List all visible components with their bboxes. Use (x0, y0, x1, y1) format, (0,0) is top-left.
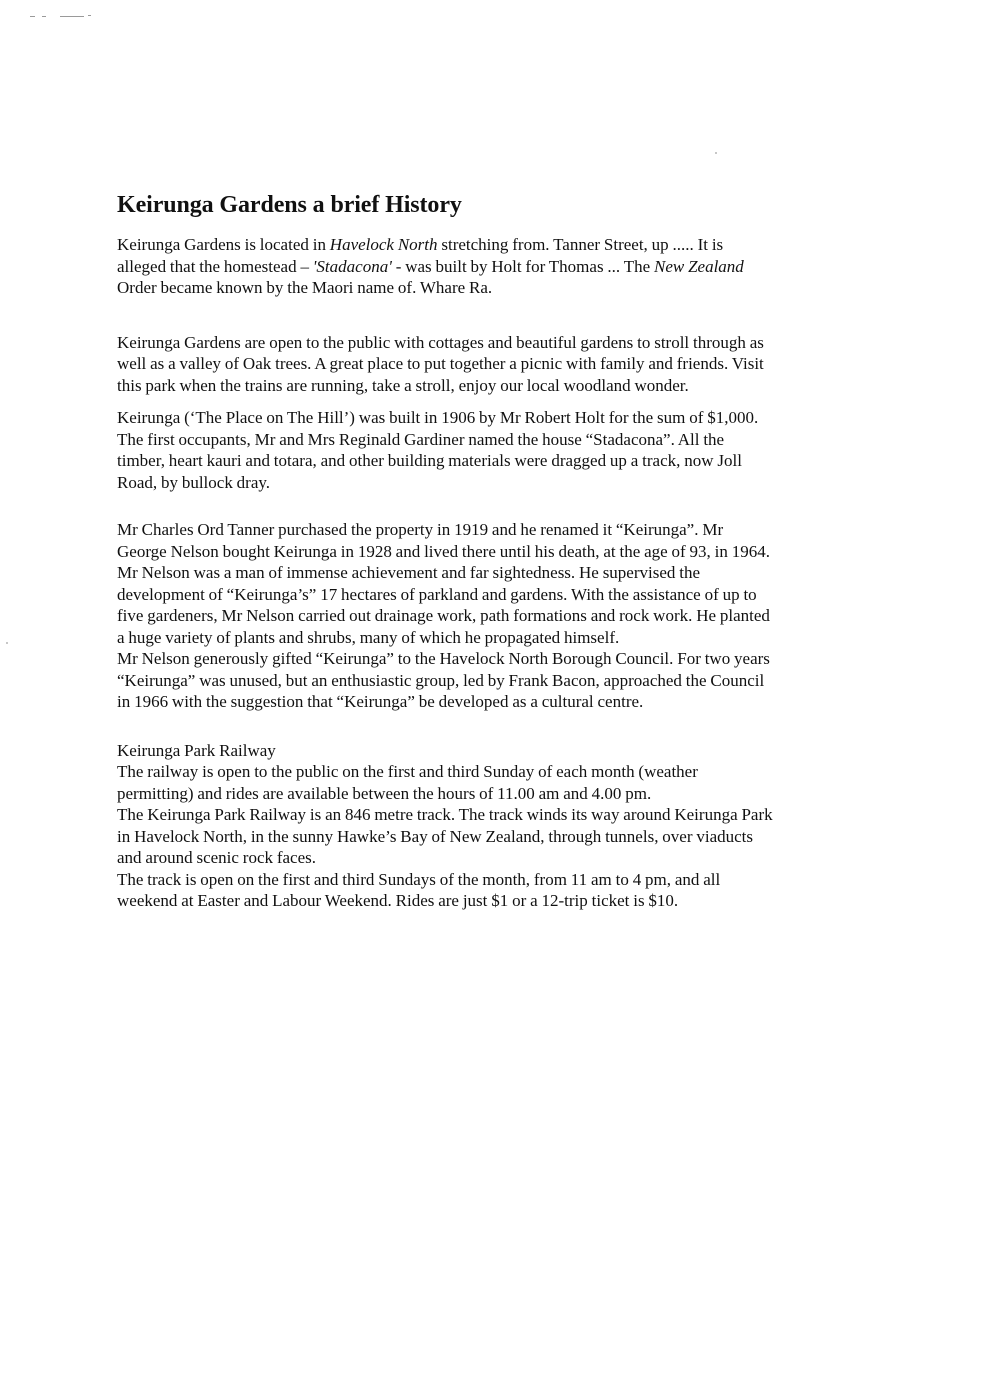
document-title: Keirunga Gardens a brief History (117, 192, 462, 218)
intro-text: stretching from. Tanner Street, up ..... It is (437, 235, 724, 254)
text-line: weekend at Easter and Labour Weekend. Rides are just $1 or a 12-trip ticket is $10. (117, 891, 679, 910)
text-line: George Nelson bought Keirunga in 1928 and lived there until his death, at the age of 93, in 1964. (117, 541, 770, 561)
text-line: five gardeners, Mr Nelson carried out drainage work, path formations and rock work. He planted (117, 606, 770, 625)
text-line: and around scenic rock faces. (117, 848, 316, 867)
text-line: The first occupants, Mr and Mrs Reginald Gardiner named the house “Stadacona”. All the (117, 429, 725, 449)
text-line: permitting) and rides are available between the hours of 11.00 am and 4.00 pm. (117, 783, 652, 803)
text-line: development of “Keirunga’s” 17 hectares of parkland and gardens. With the assistance of up to (117, 584, 757, 604)
document-page (117, 189, 897, 912)
text-line: The railway is open to the public on the first and third Sunday of each month (weather (117, 762, 698, 781)
text-line: The track is open on the first and third Sundays of the month, from 11 am to 4 pm, and all (117, 869, 721, 889)
scan-speck (6, 642, 8, 644)
open-paragraph (117, 332, 897, 397)
country-emphasis: New Zealand (654, 256, 744, 276)
intro-line-1 (117, 234, 897, 256)
text-line: Road, by bullock dray. (117, 472, 271, 492)
tanner-nelson-paragraph (117, 519, 897, 713)
text-line: Mr Nelson generously gifted “Keirunga” to the Havelock North Borough Council. For two years (117, 649, 770, 668)
text-line: timber, heart kauri and totara, and other building materials were dragged up a track, now Joll (117, 451, 742, 470)
scan-artifact-mark (30, 15, 92, 18)
homestead-name-emphasis: 'Stadacona' (312, 256, 392, 276)
text-line: Mr Nelson was a man of immense achievement and far sightedness. He supervised the (117, 563, 701, 582)
intro-text: Keirunga Gardens is located in (117, 235, 330, 254)
text-line: this park when the trains are running, take a stroll, enjoy our local woodland wonder. (117, 375, 689, 395)
text-line: Keirunga (‘The Place on The Hill’) was built in 1906 by Mr Robert Holt for the sum of $1,000. (117, 408, 759, 427)
text-line: Keirunga Gardens are open to the public with cottages and beautiful gardens to stroll through as (117, 332, 764, 352)
text-line: in 1966 with the suggestion that “Keirunga” be developed as a cultural centre. (117, 692, 644, 711)
text-line: Mr Charles Ord Tanner purchased the property in 1919 and he renamed it “Keirunga”. Mr (117, 520, 724, 539)
text-line: well as a valley of Oak trees. A great place to put together a picnic with family and friends. Visit (117, 354, 764, 373)
intro-line-2 (117, 256, 897, 278)
railway-heading: Keirunga Park Railway (117, 740, 276, 760)
intro-text: alleged that the homestead – (117, 256, 313, 276)
text-line: “Keirunga” was unused, but an enthusiastic group, led by Frank Bacon, approached the Council (117, 670, 765, 690)
scan-speck (715, 152, 717, 154)
place-name-emphasis: Havelock North (329, 235, 438, 254)
railway-paragraph (117, 740, 897, 912)
intro-paragraph (117, 234, 897, 299)
intro-line-3: Order became known by the Maori name of. Whare Ra. (117, 278, 493, 297)
text-line: a huge variety of plants and shrubs, many of which he propagated himself. (117, 627, 620, 647)
text-line: The Keirunga Park Railway is an 846 metre track. The track winds its way around Keirunga Park (117, 805, 773, 824)
text-line: in Havelock North, in the sunny Hawke’s Bay of New Zealand, through tunnels, over viaducts (117, 826, 754, 846)
built-paragraph (117, 407, 897, 493)
intro-text: - was built by Holt for Thomas ... The (391, 256, 654, 276)
